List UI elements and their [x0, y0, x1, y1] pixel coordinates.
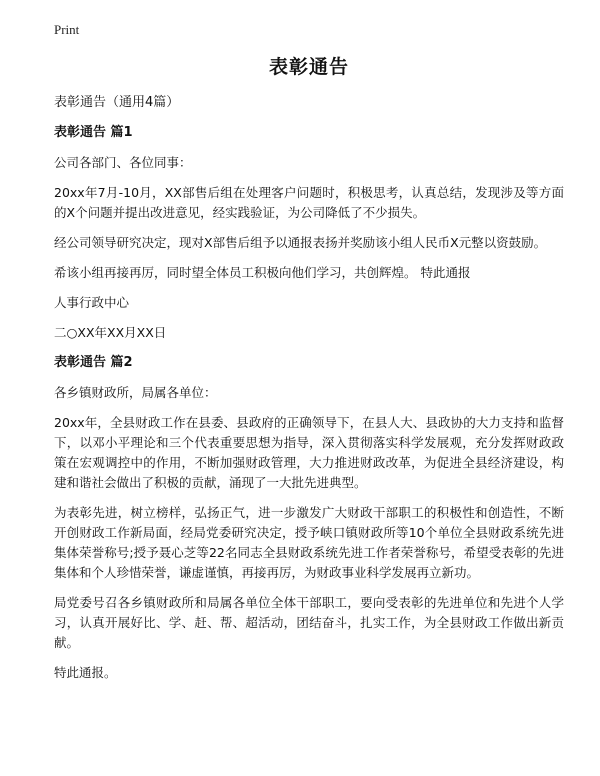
paragraph: 为表彰先进，树立榜样，弘扬正气，进一步激发广大财政干部职工的积极性和创造性，不断开创财政工作新局面，经局党委研究决定，授予峡口镇财政所等10个单位全县财政系统先进集体荣誉称号;授予聂心芝等22名同志全县财政系统先进工作者荣誉称号，希望受表彰的先进集体和个人珍惜荣誉，谦虚谨慎，再接再厉，为财政事业科学发展再立新功。 [54, 505, 564, 580]
closing: 特此通报。 [54, 665, 117, 680]
signature-department: 人事行政中心 [54, 295, 130, 310]
salutation: 公司各部门、各位同事： [54, 155, 192, 170]
paragraph: 20xx年7月-10月，XX部售后组在处理客户问题时，积极思考，认真总结，发现涉及等方面的X个问题并提出改进意见，经实践验证，为公司降低了不少损失。 [54, 185, 564, 220]
paragraph: 经公司领导研究决定，现对X部售后组予以通报表扬并奖励该小组人民币X元整以资鼓励。 [54, 235, 547, 250]
print-link[interactable]: Print [54, 22, 80, 37]
paragraph: 希该小组再接再厉，同时望全体员工积极向他们学习，共创辉煌。 特此通报 [54, 265, 471, 280]
salutation: 各乡镇财政所，局属各单位： [54, 385, 217, 400]
section-heading: 表彰通告 篇2 [54, 355, 133, 370]
document-title: 表彰通告 [268, 56, 349, 78]
section-2 [54, 353, 564, 683]
section-heading: 表彰通告 篇1 [54, 125, 133, 140]
document-subtitle: 表彰通告（通用4篇） [54, 95, 180, 110]
paragraph: 20xx年，全县财政工作在县委、县政府的正确领导下，在县人大、县政协的大力支持和监督下，以邓小平理论和三个代表重要思想为指导，深入贯彻落实科学发展观，充分发挥财政政策在宏观调控中的作用，不断加强财政管理，大力推进财政改革，为促进全县经济建设，构建和谐社会做出了积极的贡献，涌现了一大批先进典型。 [54, 415, 564, 490]
paragraph: 局党委号召各乡镇财政所和局属各单位全体干部职工，要向受表彰的先进单位和先进个人学习，认真开展好比、学、赶、帮、超活动，团结奋斗，扎实工作，为全县财政工作做出新贡献。 [54, 595, 564, 650]
document-body [54, 52, 564, 693]
section-1 [54, 123, 564, 343]
signature-date: 二○XX年XX月XX日 [54, 325, 167, 340]
